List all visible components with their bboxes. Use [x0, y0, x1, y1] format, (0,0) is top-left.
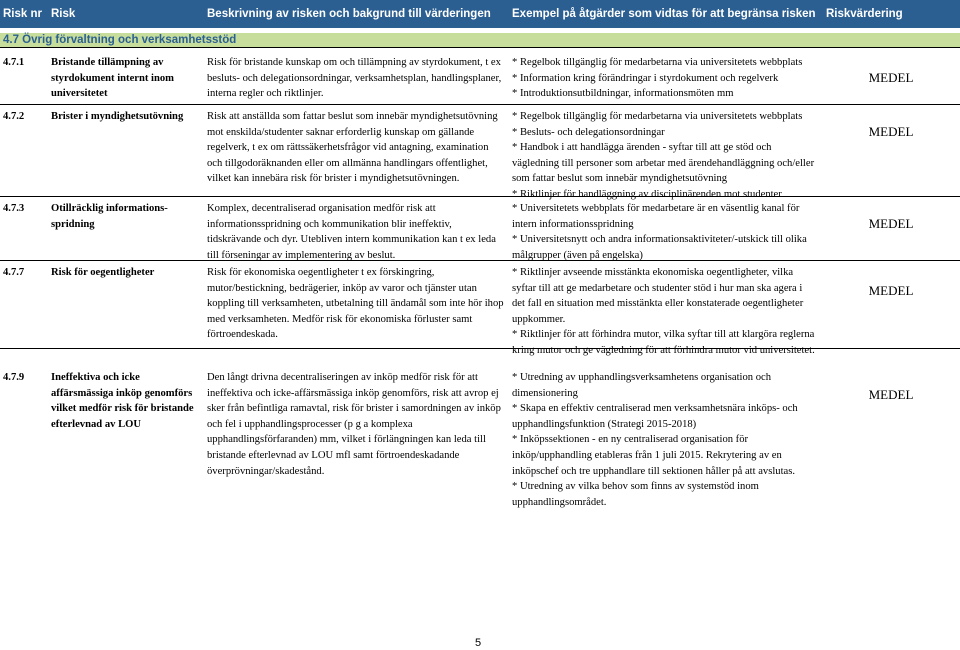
text-line: * Inköpssektionen - en ny centraliserad organisation för — [512, 434, 749, 446]
text-line: * Skapa en effektiv centraliserad men verksamhetsnära inköps- och — [512, 403, 798, 415]
text-line: målgrupper (även på engelska) — [512, 249, 643, 261]
text-line: intern informationsspridning — [512, 218, 634, 230]
text-line: * Introduktionsutbildningar, informationsmöten mm — [512, 88, 734, 100]
text-line: inköp/upphandling etableras från 1 juli 2015. Rekrytering av en — [512, 449, 782, 461]
risk-measures — [512, 265, 824, 359]
text-line: * Utredning av upphandlingsverksamhetens organisation och — [512, 372, 772, 383]
risk-title — [51, 109, 201, 125]
risk-measures — [512, 55, 824, 102]
text-line: upphandlingsfunktion (Strategi 2015-2018) — [512, 418, 697, 430]
text-line: Risk att anställda som fattar beslut som innebär myndighetsutövning — [207, 111, 498, 122]
risk-rating: MEDEL — [868, 387, 914, 402]
text-line: universitetet — [51, 88, 108, 100]
text-line: besluts- och delegationsordningar, verksamhetsplan, handlingsplaner, — [207, 72, 502, 84]
text-line: uppkommer. — [512, 313, 566, 325]
risk-number: 4.7.2 — [3, 111, 25, 122]
text-line: regelverk, t ex om rättssäkerhetsfrågor vid antagning, examination — [207, 142, 489, 154]
text-line: och tillgodoräknanden eller om allmänna handlingars offentlighet, — [207, 157, 488, 169]
text-line: förtroendeskada. — [207, 329, 278, 341]
text-line: * Regelbok tillgänglig för medarbetarna via universitetets webbplats — [512, 57, 803, 68]
text-line: vägledning till personer som arbetar med ärendehandläggning och/eller — [512, 157, 815, 169]
text-line: Ineffektiva och icke — [51, 372, 140, 383]
risk-number: 4.7.9 — [3, 372, 25, 383]
text-line: informationsspridning och kommunikation blir ineffektiv, — [207, 218, 452, 230]
text-line: * Utredning av vilka behov som finns av systemstöd inom — [512, 481, 759, 493]
text-line: överprövningar/skadestånd. — [207, 465, 325, 477]
text-line: Otillräcklig informations- — [51, 203, 168, 214]
risk-number: 4.7.1 — [3, 57, 25, 68]
text-line: * Universitetsnytt och andra informationsaktiviteter/-utskick till olika — [512, 234, 807, 246]
text-line: kring mutor och ge vägledning för att förhindra mutor vid universitetet. — [512, 344, 815, 356]
text-line: det fall en situation med misstänkta eller konstaterade oegentligheter — [512, 298, 804, 310]
text-line: * Riktlinjer för handläggning av disciplinärenden mot studenter — [512, 188, 782, 200]
risk-title — [51, 370, 201, 432]
text-line: * Universitetets webbplats för medarbetare är en väsentlig kanal för — [512, 203, 800, 214]
risk-description — [207, 55, 507, 102]
text-line: * Riktlinjer för att förhindra mutor, vilka syftar till att klargöra reglerna — [512, 329, 815, 341]
text-line: * Information kring förändringar i styrdokument och regelverk — [512, 72, 779, 84]
text-line: bristande efterlevnad av LOU mfl samt förtroendeskadande — [207, 449, 460, 461]
text-line: interna regler och riktlinjer. — [207, 88, 324, 100]
row-divider — [0, 260, 960, 261]
risk-title — [51, 265, 201, 281]
row-divider — [0, 348, 960, 349]
text-line: upphandlingsförfaranden) mm, vilket i förlängningen kan leda till — [207, 434, 486, 446]
text-line: efterlevnad av LOU — [51, 418, 142, 430]
risk-measures — [512, 109, 824, 203]
text-line: till förseningar av implementering av beslut. — [207, 249, 396, 261]
text-line: Brister i myndighetsutövning — [51, 111, 184, 122]
text-line: * Regelbok tillgänglig för medarbetarna via universitetets webbplats — [512, 111, 803, 122]
table-header — [0, 0, 960, 28]
text-line: styrdokument internt inom — [51, 72, 175, 84]
risk-measures — [512, 370, 824, 510]
text-line: Risk för bristande kunskap om och tillämpning av styrdokument, t ex — [207, 57, 501, 68]
text-line: * Handbok i att handlägga ärenden - syftar till att ge stöd och — [512, 142, 772, 154]
page-number: 5 — [475, 637, 482, 649]
text-line: som fattar beslut som innebär myndighetsutövning — [512, 173, 728, 185]
section-heading — [0, 33, 960, 48]
row-divider — [0, 196, 960, 197]
risk-description — [207, 201, 507, 263]
risk-rating: MEDEL — [868, 70, 914, 85]
risk-title — [51, 55, 201, 102]
risk-description — [207, 370, 507, 479]
text-line: * Besluts- och delegationsordningar — [512, 126, 665, 138]
text-line: Risk för oegentligheter — [51, 267, 155, 278]
section-title: 4.7 Övrig förvaltning och verksamhetsstöd — [3, 34, 237, 46]
text-line: tidskrävande och dyr. Utebliven intern kommunikation kan t ex leda — [207, 234, 496, 246]
text-line: och fel i upphandlingsprocesser (p g a komplexa — [207, 418, 413, 430]
text-line: dimensionering — [512, 387, 578, 399]
text-line: med verksamheten. Medför risk för ekonomiska förluster samt — [207, 313, 473, 325]
text-line: Risk för ekonomiska oegentligheter t ex förskingring, — [207, 267, 435, 278]
header-rating: Riskvärdering — [826, 8, 903, 20]
risk-rating: MEDEL — [868, 124, 914, 139]
text-line: ineffektiva och icke-affärsmässiga inköp genomförs, risk att avrop ej — [207, 387, 499, 399]
text-line: spridning — [51, 218, 95, 230]
text-line: inköpschef och tre upphandlare till sektionen håller på att avslutas. — [512, 465, 796, 477]
text-line: Komplex, decentraliserad organisation medför risk att — [207, 203, 436, 214]
risk-title — [51, 201, 201, 232]
header-description: Beskrivning av risken och bakgrund till värderingen — [207, 8, 491, 20]
header-risk: Risk — [51, 8, 76, 20]
risk-description — [207, 109, 507, 187]
risk-rating: MEDEL — [868, 216, 914, 231]
risk-number: 4.7.7 — [3, 267, 25, 278]
header-examples: Exempel på åtgärder som vidtas för att begränsa risken — [512, 8, 816, 20]
text-line: koppling till verksamheten, utbetalning till ändamål som inte hör ihop — [207, 298, 504, 310]
risk-description — [207, 265, 507, 343]
header-risk-nr: Risk nr — [3, 8, 42, 20]
text-line: Den långt drivna decentraliseringen av inköp medför risk för att — [207, 372, 478, 383]
text-line: mutor/bestickning, bedrägerier, inköp av varor och tjänster utan — [207, 282, 477, 294]
text-line: vilket kan innebära risk för brister i myndighetsutövningen. — [207, 173, 460, 185]
text-line: vilket medför risk för bristande — [51, 403, 194, 415]
risk-rating: MEDEL — [868, 283, 914, 298]
risk-measures — [512, 201, 824, 263]
text-line: sker från befintliga ramavtal, risk för brister i samordningen av inköp — [207, 403, 501, 415]
text-line: syftar till att ge medarbetare och studenter stöd i hur man ska agera i — [512, 282, 803, 294]
text-line: * Riktlinjer avseende misstänkta ekonomiska oegentligheter, vilka — [512, 267, 794, 278]
risk-number: 4.7.3 — [3, 203, 25, 214]
text-line: upphandlingsområdet. — [512, 496, 607, 508]
row-divider — [0, 104, 960, 105]
text-line: affärsmässiga inköp genomförs — [51, 387, 193, 399]
text-line: Bristande tillämpning av — [51, 57, 164, 68]
text-line: mot enskilda/studenter saknar erforderlig kunskap om gällande — [207, 126, 475, 138]
